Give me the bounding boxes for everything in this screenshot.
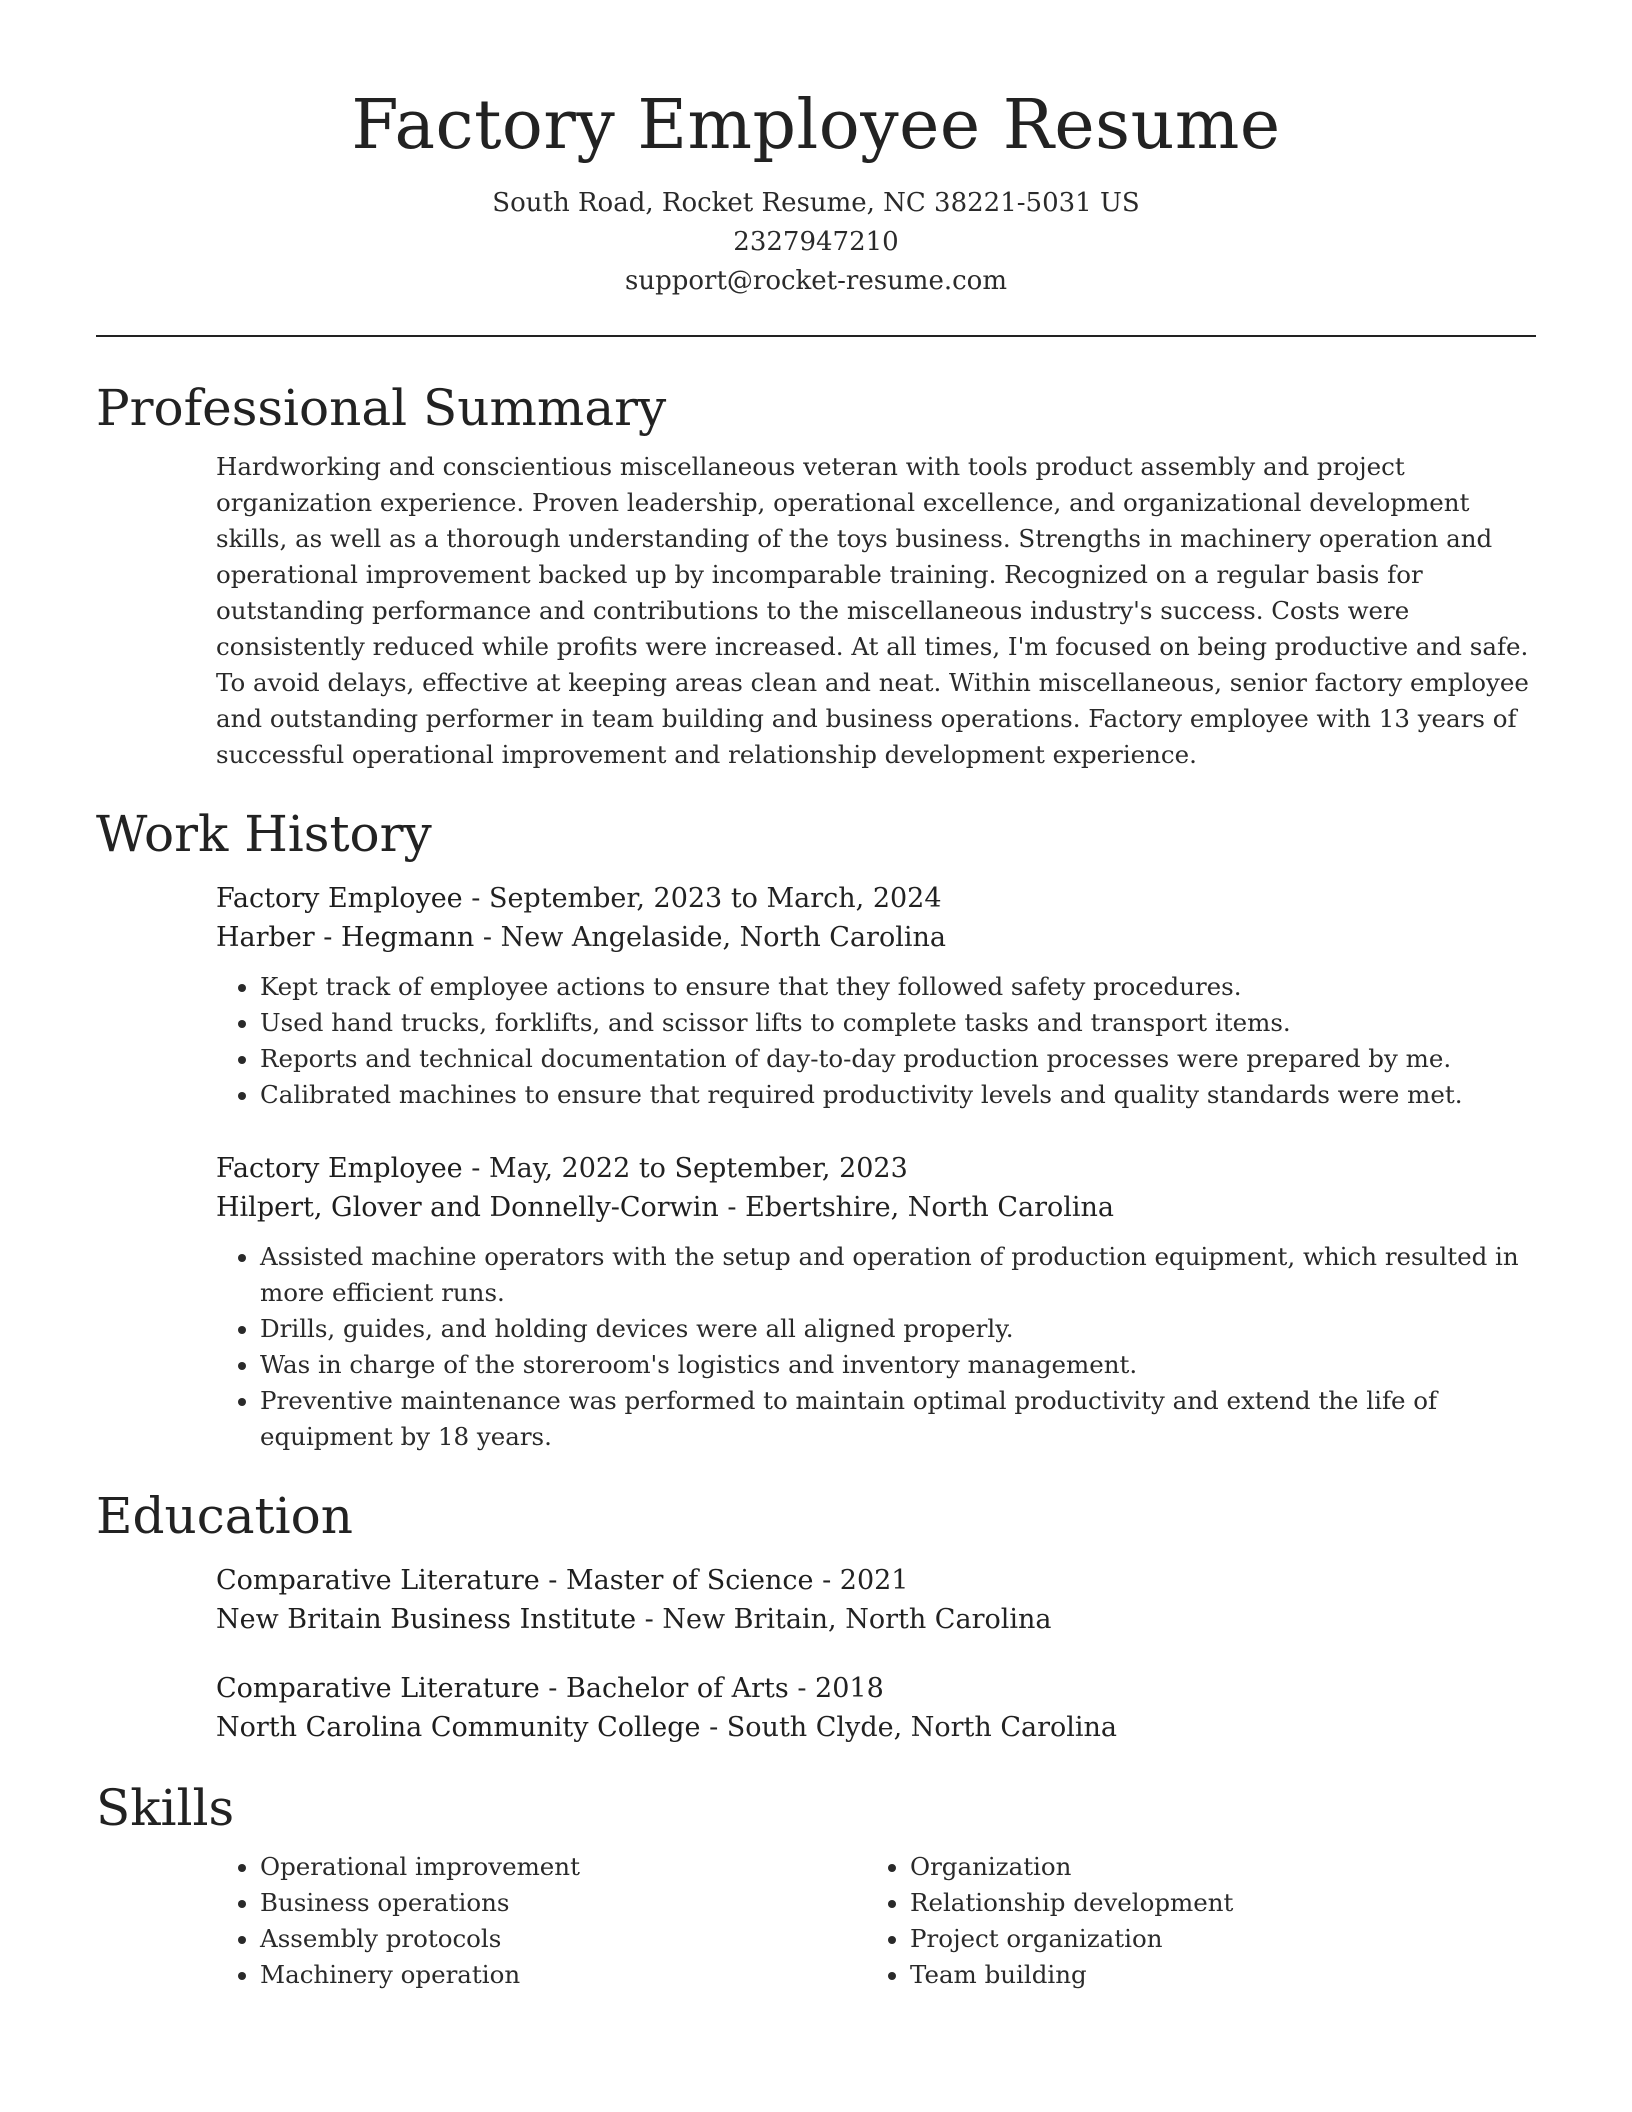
header-divider bbox=[96, 335, 1536, 337]
skills-columns bbox=[216, 1849, 1536, 1993]
job-company: Harber - Hegmann bbox=[216, 922, 475, 953]
job-company: Hilpert, Glover and Donnelly-Corwin bbox=[216, 1192, 719, 1223]
degree: Comparative Literature - Bachelor of Arts bbox=[216, 1673, 789, 1704]
list-item: • Project organization bbox=[910, 1921, 1516, 1957]
work-history-section bbox=[96, 803, 1536, 1455]
list-item: • Calibrated machines to ensure that required productivity levels and quality standards were met. bbox=[260, 1077, 1536, 1113]
job-duties-list bbox=[216, 1239, 1536, 1455]
education-entry bbox=[216, 1669, 1536, 1747]
school-location: - New Britain, North Carolina bbox=[636, 1604, 1052, 1635]
work-history-heading: Work History bbox=[96, 805, 432, 863]
job-company-line bbox=[216, 918, 1536, 957]
job-location: - New Angelaside, North Carolina bbox=[474, 922, 946, 953]
list-item: • Operational improvement bbox=[260, 1849, 866, 1885]
job-duties-list bbox=[216, 969, 1536, 1113]
job-title-line bbox=[216, 1149, 1536, 1188]
job-entry bbox=[216, 1149, 1536, 1455]
school-location: - South Clyde, North Carolina bbox=[700, 1712, 1118, 1743]
list-item: • Relationship development bbox=[910, 1885, 1516, 1921]
list-item: • Reports and technical documentation of day-to-day production processes were prepared by me. bbox=[260, 1041, 1536, 1077]
summary-heading: Professional Summary bbox=[96, 379, 667, 437]
school-name: North Carolina Community College bbox=[216, 1712, 701, 1743]
list-item: • Machinery operation bbox=[260, 1957, 866, 1993]
contact-phone: 2327947210 bbox=[733, 227, 899, 257]
contact-block bbox=[96, 184, 1536, 301]
contact-address: South Road, Rocket Resume, NC 38221-5031 US bbox=[492, 188, 1140, 218]
education-section bbox=[96, 1485, 1536, 1747]
resume-title: Factory Employee Resume bbox=[351, 86, 1281, 165]
list-item: • Drills, guides, and holding devices were all aligned properly. bbox=[260, 1311, 1536, 1347]
list-item: • Kept track of employee actions to ensure that they followed safety procedures. bbox=[260, 969, 1536, 1005]
job-dates: - May, 2022 to September, 2023 bbox=[462, 1153, 908, 1184]
skills-column-left bbox=[216, 1849, 866, 1993]
degree: Comparative Literature - Master of Science bbox=[216, 1565, 814, 1596]
list-item: • Used hand trucks, forklifts, and scissor lifts to complete tasks and transport items. bbox=[260, 1005, 1536, 1041]
degree-line bbox=[216, 1561, 1536, 1600]
skills-section bbox=[96, 1777, 1536, 1993]
resume-header bbox=[96, 0, 1536, 337]
skills-heading: Skills bbox=[96, 1779, 235, 1837]
summary-section bbox=[96, 377, 1536, 773]
job-title: Factory Employee bbox=[216, 1153, 463, 1184]
summary-text: Hardworking and conscientious miscellaneous veteran with tools product assembly and project organization experience. Proven leadership, operational excellence, and organizational development skills, as well as a thorough understanding of the toys business. Strengths in machinery operation and operational improvement backed up by incomparable training. Recognized on a regular basis for outstanding performance and contributions to the miscellaneous industry's success. Costs were consistently reduced while profits were increased. At all times, I'm focused on being productive and safe. To avoid delays, effective at keeping areas clean and neat. Within miscellaneous, senior factory employee and outstanding performer in team building and business operations. Factory employee with 13 years of successful operational improvement and relationship development experience. bbox=[216, 452, 1529, 769]
resume-page bbox=[96, 0, 1536, 1993]
list-item: • Was in charge of the storeroom's logistics and inventory management. bbox=[260, 1347, 1536, 1383]
list-item: • Organization bbox=[910, 1849, 1516, 1885]
school-line bbox=[216, 1600, 1536, 1639]
list-item: • Assisted machine operators with the setup and operation of production equipment, which resulted in more efficient runs. bbox=[260, 1239, 1536, 1311]
degree-year: - 2021 bbox=[813, 1565, 909, 1596]
skills-list-left bbox=[216, 1849, 866, 1993]
job-dates: - September, 2023 to March, 2024 bbox=[462, 883, 942, 914]
education-heading: Education bbox=[96, 1487, 353, 1545]
school-name: New Britain Business Institute bbox=[216, 1604, 637, 1635]
job-company-line bbox=[216, 1188, 1536, 1227]
job-location: - Ebertshire, North Carolina bbox=[718, 1192, 1115, 1223]
school-line bbox=[216, 1708, 1536, 1747]
job-title-line bbox=[216, 879, 1536, 918]
degree-year: - 2018 bbox=[788, 1673, 884, 1704]
job-entry bbox=[216, 879, 1536, 1113]
list-item: • Team building bbox=[910, 1957, 1516, 1993]
degree-line bbox=[216, 1669, 1536, 1708]
list-item: • Assembly protocols bbox=[260, 1921, 866, 1957]
education-entry bbox=[216, 1561, 1536, 1639]
contact-email: support@rocket-resume.com bbox=[624, 266, 1007, 296]
skills-list-right bbox=[866, 1849, 1516, 1993]
list-item: • Preventive maintenance was performed to maintain optimal productivity and extend the life of equipment by 18 years. bbox=[260, 1383, 1536, 1455]
skills-column-right bbox=[866, 1849, 1516, 1993]
job-title: Factory Employee bbox=[216, 883, 463, 914]
list-item: • Business operations bbox=[260, 1885, 866, 1921]
